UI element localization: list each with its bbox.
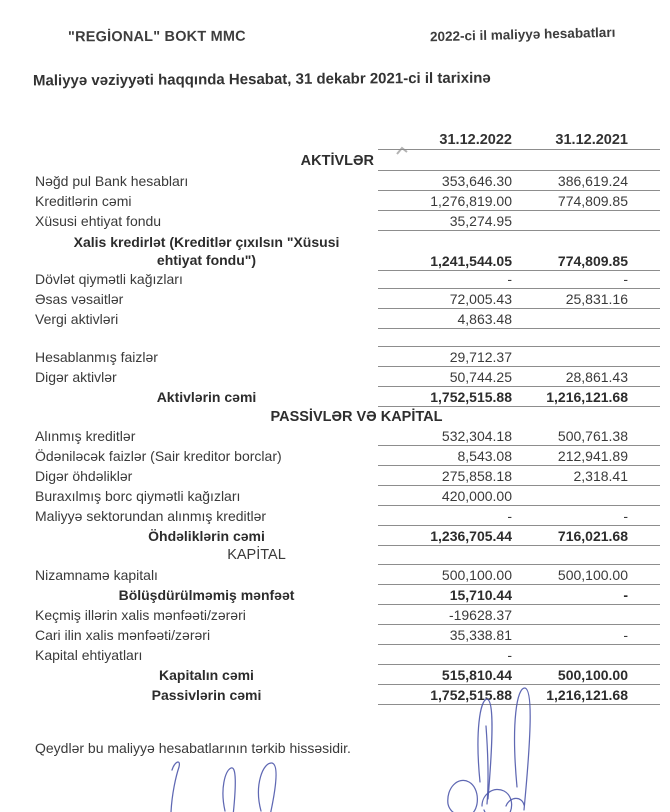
row-label: Öhdəliklərin cəmi <box>148 528 265 544</box>
value-2021 <box>512 229 660 230</box>
row-label: Keçmiş illərin xalis mənfəəti/zərəri <box>35 607 246 623</box>
value-2022: 1,276,819.00 <box>430 193 512 209</box>
value-2022: 353,646.30 <box>441 173 512 189</box>
row-label: Kreditlərin cəmi <box>35 193 132 209</box>
row-label: Passivlərin cəmi <box>151 687 262 703</box>
value-2021: 1,216,121.68 <box>546 389 628 405</box>
table-row <box>35 466 660 486</box>
value-2022: - <box>507 508 512 524</box>
value-2022 <box>378 169 512 170</box>
table-row <box>35 309 660 329</box>
footnote: Qeydlər bu maliyyə hesabatlarının tərkib hissəsidir. <box>35 740 351 756</box>
value-2022: - <box>507 271 512 287</box>
table-row <box>35 625 660 645</box>
table-row <box>35 211 660 231</box>
value-2021: 31.12.2021 <box>555 132 628 148</box>
value-2021: 774,809.85 <box>557 253 628 269</box>
section-title: PASSİVLƏR VƏ KAPİTAL <box>270 409 443 425</box>
value-2021 <box>512 169 660 170</box>
value-2021: 500,100.00 <box>557 667 628 683</box>
row-label: Dövlət qiymətli kağızları <box>35 271 183 287</box>
row-label: Əsas vəsaitlər <box>35 291 124 307</box>
table-row <box>35 128 660 150</box>
value-2022 <box>378 345 512 346</box>
value-2021: 386,619.24 <box>557 173 628 189</box>
value-2021: 2,318.41 <box>573 468 628 484</box>
balance-table <box>35 128 660 705</box>
row-values <box>378 486 660 506</box>
row-values <box>378 347 660 367</box>
table-row <box>35 289 660 309</box>
row-values <box>378 150 660 171</box>
table-row <box>35 665 660 685</box>
table-row <box>35 685 660 705</box>
value-2021: 716,021.68 <box>557 528 628 544</box>
value-2021 <box>512 345 660 346</box>
row-label: Maliyyə sektorundan alınmış kreditlər <box>35 508 267 524</box>
row-values <box>378 466 660 486</box>
value-2022: 532,304.18 <box>441 428 512 444</box>
row-values <box>378 546 660 565</box>
value-2022: 35,338.81 <box>449 627 512 643</box>
row-label: KAPİTAL <box>227 547 286 563</box>
table-row <box>35 585 660 605</box>
value-2022: 4,863.48 <box>457 311 512 327</box>
row-label: Cari ilin xalis mənfəəti/zərəri <box>35 627 211 643</box>
row-values <box>378 329 660 347</box>
value-2021 <box>512 327 660 328</box>
table-row <box>35 387 660 407</box>
table-row <box>35 171 660 191</box>
value-2022: 31.12.2022 <box>439 132 512 148</box>
value-2022: -19628.37 <box>448 607 512 623</box>
table-row <box>35 645 660 665</box>
table-row <box>35 486 660 506</box>
row-values <box>378 526 660 546</box>
row-values <box>378 565 660 585</box>
value-2022: 1,752,515.88 <box>430 389 512 405</box>
value-2021: - <box>623 271 628 287</box>
value-2022: 35,274.95 <box>449 213 512 229</box>
row-values <box>378 446 660 466</box>
row-label <box>35 128 378 150</box>
value-2022: - <box>507 647 512 663</box>
value-2021: - <box>623 508 628 524</box>
value-2022: 72,005.43 <box>449 291 512 307</box>
row-label: Xalis kredirlət (Kreditlər çıxılsın "Xüsusi ehtiyat fondu") <box>73 233 340 268</box>
value-2021: 500,100.00 <box>557 567 628 583</box>
value-2022: 515,810.44 <box>441 667 512 683</box>
row-label <box>35 329 378 347</box>
row-values <box>378 191 660 211</box>
table-row <box>35 367 660 387</box>
value-2022: 50,744.25 <box>449 369 512 385</box>
row-label: Hesablanmış faizlər <box>35 349 158 365</box>
row-label: Digər aktivlər <box>35 369 117 385</box>
value-2021: 1,216,121.68 <box>546 687 628 703</box>
row-label: Xüsusi ehtiyat fondu <box>35 213 162 229</box>
value-2022 <box>378 563 512 564</box>
row-values <box>378 211 660 231</box>
value-2021: - <box>623 627 628 643</box>
value-2022: 500,100.00 <box>441 567 512 583</box>
row-label: Alınmış kreditlər <box>35 428 136 444</box>
value-2022: 1,236,705.44 <box>430 528 512 544</box>
row-label: Nəğd pul Bank hesabları <box>35 173 189 189</box>
table-row <box>35 446 660 466</box>
table-row <box>35 347 660 367</box>
row-values <box>378 625 660 645</box>
row-values <box>378 367 660 387</box>
row-values <box>378 128 660 150</box>
value-2022: 1,752,515.88 <box>430 687 512 703</box>
value-2021: - <box>623 587 628 603</box>
signature-right <box>420 684 555 812</box>
row-label: AKTİVLƏR <box>300 153 374 169</box>
value-2022: 15,710.44 <box>449 587 512 603</box>
value-2021: 28,861.43 <box>565 369 628 385</box>
row-label: Vergi aktivləri <box>35 311 119 327</box>
value-2022: 29,712.37 <box>449 349 512 365</box>
table-row <box>35 191 660 211</box>
value-2021 <box>512 663 660 664</box>
table-row <box>35 329 660 347</box>
report-title: Maliyyə vəziyyəti haqqında Hesabat, 31 dekabr 2021-ci il tarixinə <box>32 69 491 90</box>
company-name: "REGİONAL" BOKT MMC <box>67 28 246 46</box>
value-2022: 275,858.18 <box>441 468 512 484</box>
table-row <box>35 150 660 171</box>
row-label: Buraxılmış borc qiymətli kağızları <box>35 488 241 504</box>
table-row <box>35 526 660 546</box>
table-row <box>35 407 660 426</box>
table-row <box>35 231 660 271</box>
row-label: Kapital ehtiyatları <box>35 647 143 663</box>
row-label: Aktivlərin cəmi <box>156 389 257 405</box>
value-2021: 774,809.85 <box>557 193 628 209</box>
row-label: Ödəniləcək faizlər (Sair kreditor borclar) <box>35 448 282 464</box>
value-2022: 1,241,544.05 <box>430 253 512 269</box>
row-values <box>378 387 660 407</box>
table-row <box>35 565 660 585</box>
row-values <box>378 231 660 271</box>
value-2022: 8,543.08 <box>457 448 512 464</box>
row-values <box>378 585 660 605</box>
row-values <box>378 506 660 526</box>
value-2021: 500,761.38 <box>557 428 628 444</box>
row-label: Nizamnamə kapitalı <box>35 567 158 583</box>
row-values <box>378 171 660 191</box>
signature-left <box>130 754 305 812</box>
row-values <box>378 271 660 289</box>
table-row <box>35 605 660 625</box>
row-values <box>378 665 660 685</box>
row-label: Kapitalın cəmi <box>159 667 254 683</box>
row-values <box>378 309 660 329</box>
row-values <box>378 645 660 665</box>
value-2021 <box>512 504 660 505</box>
report-year-label: 2022-ci il maliyyə hesabatları <box>429 24 616 45</box>
row-values <box>378 289 660 309</box>
value-2021 <box>512 365 660 366</box>
table-row <box>35 271 660 289</box>
row-values <box>378 605 660 625</box>
value-2021: 212,941.89 <box>557 448 628 464</box>
value-2021: 25,831.16 <box>565 291 628 307</box>
table-row <box>35 506 660 526</box>
table-row <box>35 426 660 446</box>
row-label: Digər öhdəliklər <box>35 468 133 484</box>
value-2021 <box>512 563 660 564</box>
value-2021 <box>512 623 660 624</box>
table-row <box>35 546 660 565</box>
row-values <box>378 426 660 446</box>
value-2022: 420,000.00 <box>441 488 512 504</box>
row-label: Bölüşdürülməmiş mənfəət <box>118 587 295 603</box>
